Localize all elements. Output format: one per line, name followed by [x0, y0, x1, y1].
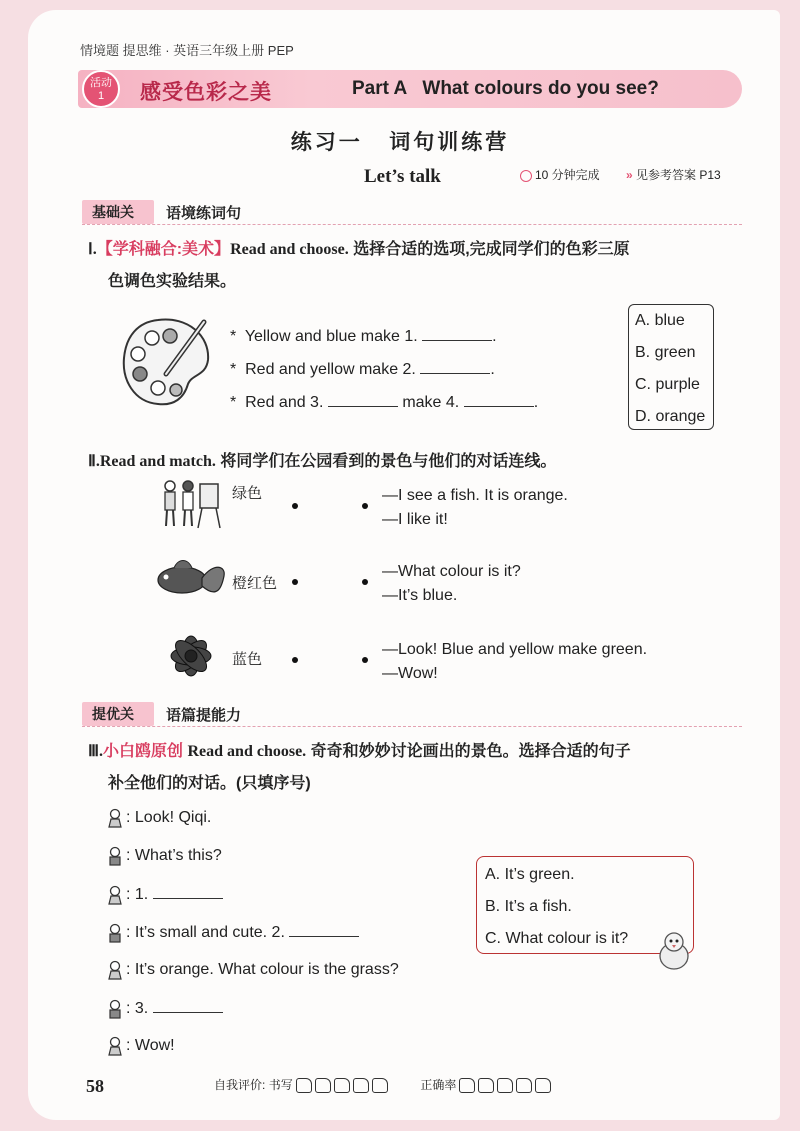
answer-blank-q3-3[interactable] — [153, 998, 223, 1013]
dialogue-text: : What’s this? — [126, 847, 222, 865]
dialogue-line-5 — [106, 960, 399, 980]
match-right-3 — [382, 638, 647, 686]
option-d: D. orange — [635, 408, 706, 425]
original-tag: 小白鸥原创 — [103, 743, 184, 760]
section-tag: 提优关 — [82, 702, 154, 726]
answer-blank-2[interactable] — [420, 359, 490, 374]
dialogue-line-6 — [106, 998, 223, 1019]
girl-icon — [106, 1036, 124, 1056]
instruction-cn: 选择合适的选项,完成同学们的色彩三原 — [353, 241, 630, 258]
dialogue-line-3 — [106, 884, 223, 905]
option-a: A. It’s green. — [485, 866, 575, 883]
match-right-1 — [382, 484, 568, 532]
q1-line-1-text: * Yellow and blue make 1. — [230, 328, 418, 345]
thumb-icon[interactable] — [478, 1078, 494, 1093]
dialogue-line-4 — [106, 922, 359, 943]
option-c: C. purple — [635, 376, 700, 393]
dialogue-text: : Wow! — [126, 1037, 175, 1055]
girl-icon — [106, 960, 124, 980]
girl-icon — [106, 885, 124, 905]
question-number: Ⅰ. — [88, 241, 97, 258]
period: . — [492, 328, 497, 345]
exercise-title: 练习一 词句训练营 — [290, 131, 510, 154]
match-left-1: 绿色 — [232, 485, 263, 502]
dialogue-line: —It’s blue. — [382, 587, 458, 604]
instruction-en: Read and choose. — [187, 743, 307, 760]
option-b: B. green — [635, 344, 696, 361]
goldfish-icon — [152, 556, 228, 606]
self-evaluation — [214, 1076, 551, 1093]
match-dot-right-3[interactable] — [362, 657, 368, 663]
option-b: B. It’s a fish. — [485, 898, 572, 915]
question-number: Ⅱ. — [88, 453, 100, 470]
match-right-2 — [382, 560, 521, 608]
match-left-2: 橙红色 — [232, 575, 278, 592]
dialogue-line: —I like it! — [382, 511, 448, 528]
dialogue-text: : It’s orange. What colour is the grass? — [126, 961, 399, 979]
answer-ref-text: 见参考答案 P13 — [636, 168, 721, 182]
subject-tag: 【学科融合:美术】 — [96, 241, 231, 258]
answer-blank-4[interactable] — [464, 392, 534, 407]
thumb-icon[interactable] — [334, 1078, 350, 1093]
chick-mascot-icon — [654, 930, 694, 972]
section-name: 语境练词句 — [166, 205, 242, 222]
timer — [520, 166, 600, 183]
boy-icon — [106, 999, 124, 1019]
match-dot-right-1[interactable] — [362, 503, 368, 509]
kids-painting-icon — [160, 478, 222, 530]
self-eval-label: 自我评价: — [214, 1078, 266, 1092]
answer-blank-q3-2[interactable] — [289, 922, 359, 937]
thumb-icon[interactable] — [353, 1078, 369, 1093]
thumb-icon[interactable] — [315, 1078, 331, 1093]
instruction-en: Read and choose. — [230, 241, 349, 258]
period: . — [533, 394, 539, 411]
thumb-icon[interactable] — [516, 1078, 532, 1093]
q1-line-2 — [230, 359, 495, 379]
dialogue-line-1 — [106, 808, 211, 828]
boy-icon — [106, 923, 124, 943]
instruction-cn-line2: 补全他们的对话。(只填序号) — [108, 775, 311, 792]
clock-icon — [520, 170, 532, 182]
answer-blank-q3-1[interactable] — [153, 884, 223, 899]
answer-reference — [626, 166, 721, 183]
q1-options-box — [628, 304, 714, 430]
dialogue-line: —Look! Blue and yellow make green. — [382, 641, 648, 658]
dialogue-text: : Look! Qiqi. — [126, 809, 212, 827]
dialogue-line-2 — [106, 846, 222, 866]
instruction-en: Read and match. — [99, 453, 216, 470]
double-chevron-icon: » — [626, 168, 633, 182]
section-tag: 基础关 — [82, 200, 154, 224]
dialogue-line: —What colour is it? — [382, 563, 521, 580]
match-dot-left-3[interactable] — [292, 657, 298, 663]
match-dot-right-2[interactable] — [362, 579, 368, 585]
thumb-icon[interactable] — [372, 1078, 388, 1093]
dialogue-line: —I see a fish. It is orange. — [382, 487, 568, 504]
thumb-icon[interactable] — [459, 1078, 475, 1093]
dialogue-line: —Wow! — [382, 665, 438, 682]
question-number: Ⅲ. — [88, 743, 104, 760]
period: . — [490, 361, 495, 378]
section-name: 语篇提能力 — [166, 707, 242, 724]
instruction-cn-line2: 色调色实验结果。 — [108, 273, 237, 290]
activity-badge: 活动 1 — [82, 70, 120, 108]
answer-blank-1[interactable] — [422, 326, 492, 341]
part-title: Part A What colours do you see? — [352, 78, 659, 99]
q1-line-1 — [230, 326, 497, 346]
q1-line-3-mid: make 4. — [402, 394, 460, 411]
lesson-subtitle: Let’s talk — [364, 166, 441, 187]
girl-icon — [106, 808, 124, 828]
boy-icon — [106, 846, 124, 866]
option-a: A. blue — [635, 312, 685, 329]
series-title: 情境题 提思维 · 英语三年级上册 PEP — [80, 43, 294, 58]
q1-line-3-text: * Red and 3. — [230, 394, 324, 411]
dialogue-text: : It’s small and cute. 2. — [126, 924, 285, 941]
timer-text: 10 分钟完成 — [535, 168, 600, 182]
question-3-title — [88, 738, 631, 761]
accuracy-label: 正确率 — [420, 1078, 457, 1092]
q1-line-2-text: * Red and yellow make 2. — [230, 361, 416, 378]
match-left-3: 蓝色 — [232, 651, 263, 668]
palette-icon — [118, 314, 214, 408]
dialogue-text: : 3. — [126, 1000, 149, 1017]
thumb-icon[interactable] — [296, 1078, 312, 1093]
thumb-icon[interactable] — [535, 1078, 551, 1093]
match-dot-left-1[interactable] — [292, 503, 298, 509]
page-number: 58 — [86, 1076, 104, 1096]
question-2-title — [88, 448, 556, 471]
match-dot-left-2[interactable] — [292, 579, 298, 585]
instruction-cn: 奇奇和妙妙讨论画出的景色。选择合适的句子 — [310, 743, 631, 760]
activity-title: 感受色彩之美 — [140, 81, 272, 104]
thumb-icon[interactable] — [497, 1078, 513, 1093]
option-c: C. What colour is it? — [485, 930, 629, 947]
question-1-title — [88, 236, 630, 259]
dialogue-text: : 1. — [126, 886, 149, 903]
dialogue-line-7 — [106, 1036, 175, 1056]
flower-icon — [164, 630, 218, 682]
q1-line-3 — [230, 392, 538, 412]
writing-label: 书写 — [268, 1078, 293, 1092]
instruction-cn: 将同学们在公园看到的景色与他们的对话连线。 — [220, 453, 557, 470]
answer-blank-3[interactable] — [328, 392, 398, 407]
